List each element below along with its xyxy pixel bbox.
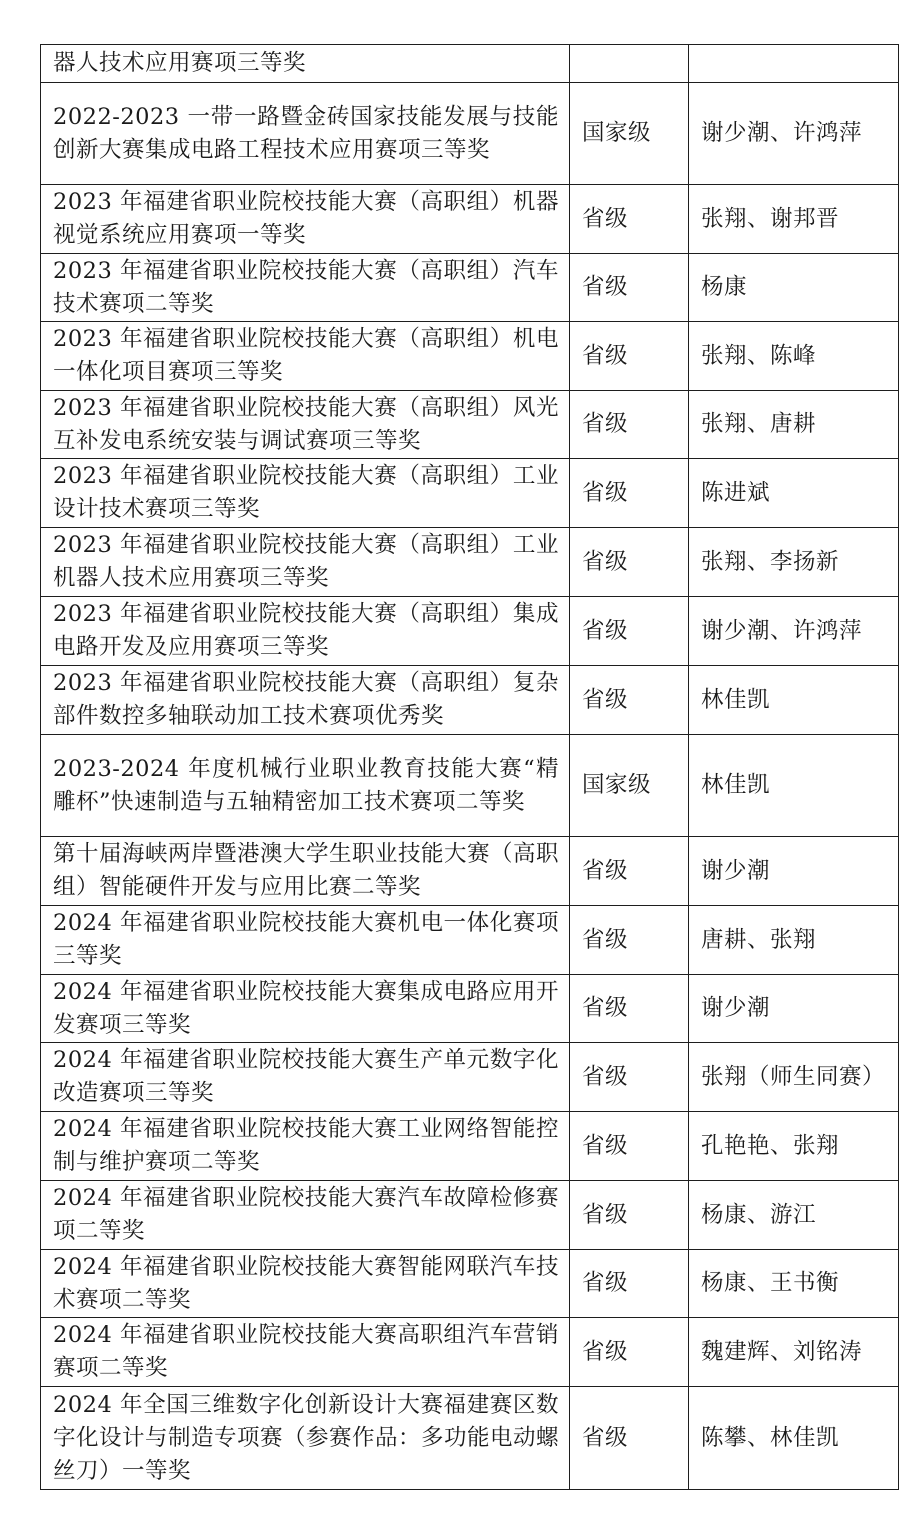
award-level-cell: 国家级 [570, 735, 689, 837]
table-row [41, 45, 899, 83]
table-row [41, 254, 899, 322]
table-row [41, 1250, 899, 1318]
awards-table [40, 44, 899, 1490]
award-people-cell: 林佳凯 [689, 666, 899, 735]
award-people-cell: 林佳凯 [689, 735, 899, 837]
award-name-cell: 2023 年福建省职业院校技能大赛（高职组）机电一体化项目赛项三等奖 [41, 322, 570, 391]
table-row [41, 837, 899, 906]
award-name-cell: 第十届海峡两岸暨港澳大学生职业技能大赛（高职组）智能硬件开发与应用比赛二等奖 [41, 837, 570, 906]
award-people-cell: 张翔、李扬新 [689, 528, 899, 597]
award-people-cell: 孔艳艳、张翔 [689, 1112, 899, 1181]
table-row [41, 1043, 899, 1112]
award-people-cell: 谢少潮、许鸿萍 [689, 597, 899, 666]
award-name-cell: 2023 年福建省职业院校技能大赛（高职组）工业机器人技术应用赛项三等奖 [41, 528, 570, 597]
award-level-cell: 国家级 [570, 83, 689, 185]
award-people-cell: 杨康 [689, 254, 899, 322]
table-row [41, 528, 899, 597]
award-people-cell: 魏建辉、刘铭涛 [689, 1318, 899, 1387]
award-name-cell: 2024 年福建省职业院校技能大赛汽车故障检修赛项二等奖 [41, 1181, 570, 1250]
award-level-cell: 省级 [570, 1318, 689, 1387]
award-people-cell: 陈进斌 [689, 459, 899, 528]
table-row [41, 1112, 899, 1181]
award-name-cell: 2024 年福建省职业院校技能大赛生产单元数字化改造赛项三等奖 [41, 1043, 570, 1112]
award-name-cell: 2024 年福建省职业院校技能大赛集成电路应用开发赛项三等奖 [41, 975, 570, 1043]
table-row [41, 1387, 899, 1490]
award-people-cell: 谢少潮 [689, 837, 899, 906]
award-people-cell: 张翔、唐耕 [689, 391, 899, 459]
award-level-cell: 省级 [570, 1112, 689, 1181]
award-level-cell: 省级 [570, 185, 689, 254]
award-name-cell: 2024 年福建省职业院校技能大赛智能网联汽车技术赛项二等奖 [41, 1250, 570, 1318]
award-people-cell: 谢少潮、许鸿萍 [689, 83, 899, 185]
award-name-cell: 2023 年福建省职业院校技能大赛（高职组）集成电路开发及应用赛项三等奖 [41, 597, 570, 666]
award-level-cell: 省级 [570, 597, 689, 666]
award-level-cell: 省级 [570, 666, 689, 735]
award-people-cell: 唐耕、张翔 [689, 906, 899, 975]
table-row [41, 322, 899, 391]
award-name-cell: 器人技术应用赛项三等奖 [41, 45, 570, 83]
table-row [41, 83, 899, 185]
award-people-cell: 张翔、陈峰 [689, 322, 899, 391]
award-level-cell: 省级 [570, 391, 689, 459]
award-level-cell: 省级 [570, 528, 689, 597]
award-people-cell: 杨康、王书衡 [689, 1250, 899, 1318]
award-name-cell: 2024 年福建省职业院校技能大赛工业网络智能控制与维护赛项二等奖 [41, 1112, 570, 1181]
award-level-cell: 省级 [570, 322, 689, 391]
award-name-cell: 2023 年福建省职业院校技能大赛（高职组）汽车技术赛项二等奖 [41, 254, 570, 322]
award-people-cell: 陈攀、林佳凯 [689, 1387, 899, 1490]
table-row [41, 597, 899, 666]
award-level-cell: 省级 [570, 1250, 689, 1318]
award-name-cell: 2023 年福建省职业院校技能大赛（高职组）机器视觉系统应用赛项一等奖 [41, 185, 570, 254]
table-row [41, 1318, 899, 1387]
table-row [41, 459, 899, 528]
table-row [41, 666, 899, 735]
award-people-cell: 张翔（师生同赛） [689, 1043, 899, 1112]
award-level-cell [570, 45, 689, 83]
award-people-cell [689, 45, 899, 83]
award-name-cell: 2024 年全国三维数字化创新设计大赛福建赛区数字化设计与制造专项赛（参赛作品：多功能电动螺丝刀）一等奖 [41, 1387, 570, 1490]
award-level-cell: 省级 [570, 1387, 689, 1490]
awards-table-body [41, 45, 899, 1490]
table-row [41, 185, 899, 254]
award-level-cell: 省级 [570, 1181, 689, 1250]
award-people-cell: 谢少潮 [689, 975, 899, 1043]
award-name-cell: 2023 年福建省职业院校技能大赛（高职组）风光互补发电系统安装与调试赛项三等奖 [41, 391, 570, 459]
award-level-cell: 省级 [570, 254, 689, 322]
table-row [41, 975, 899, 1043]
award-people-cell: 张翔、谢邦晋 [689, 185, 899, 254]
award-level-cell: 省级 [570, 975, 689, 1043]
award-name-cell: 2023 年福建省职业院校技能大赛（高职组）工业设计技术赛项三等奖 [41, 459, 570, 528]
award-name-cell: 2022-2023 一带一路暨金砖国家技能发展与技能创新大赛集成电路工程技术应用赛项三等奖 [41, 83, 570, 185]
table-row [41, 1181, 899, 1250]
award-people-cell: 杨康、游江 [689, 1181, 899, 1250]
award-level-cell: 省级 [570, 837, 689, 906]
award-level-cell: 省级 [570, 906, 689, 975]
award-name-cell: 2023-2024 年度机械行业职业教育技能大赛“精雕杯”快速制造与五轴精密加工技术赛项二等奖 [41, 735, 570, 837]
award-name-cell: 2023 年福建省职业院校技能大赛（高职组）复杂部件数控多轴联动加工技术赛项优秀奖 [41, 666, 570, 735]
award-name-cell: 2024 年福建省职业院校技能大赛机电一体化赛项三等奖 [41, 906, 570, 975]
award-level-cell: 省级 [570, 1043, 689, 1112]
award-level-cell: 省级 [570, 459, 689, 528]
table-row [41, 906, 899, 975]
table-row [41, 735, 899, 837]
award-name-cell: 2024 年福建省职业院校技能大赛高职组汽车营销赛项二等奖 [41, 1318, 570, 1387]
table-row [41, 391, 899, 459]
